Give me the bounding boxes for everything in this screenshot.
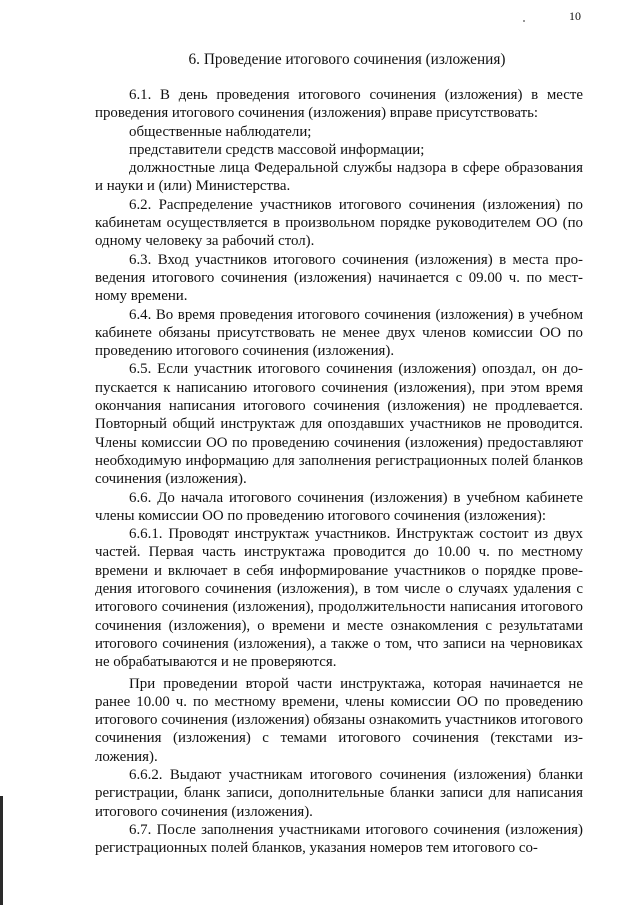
paragraph-6-4: 6.4. Во время проведения итогового сочинения (изложения) в учебном кабинете обязаны присутствовать не менее двух членов комиссии ОО по проведению итогового сочинения (изложения). — [95, 306, 583, 360]
document-body — [95, 86, 583, 857]
list-item-officials: должностные лица Федеральной службы надзора в сфере образования и науки и (или) Министерства. — [95, 160, 583, 195]
paragraph-second-instruction: При проведении второй части инструктажа, которая начинается не ранее 10.00 ч. по местному времени, члены комиссии ОО по проведению итогового сочинения (изложения) обязаны ознакомить участников итогового сочинения (изложения) с темами итогового сочинения (текстами изложения). — [95, 675, 583, 765]
scan-speck — [523, 20, 525, 22]
paragraph-6-1: 6.1. В день проведения итогового сочинения (изложения) в месте проведения итогового сочинения (изложения) вправе присутствовать: — [95, 87, 583, 122]
page-number: 10 — [569, 9, 581, 23]
section-title: 6. Проведение итогового сочинения (изложения) — [188, 51, 506, 68]
list-item-media: представители средств массовой информации; — [129, 141, 425, 158]
paragraph-6-6-2: 6.6.2. Выдают участникам итогового сочинения (изложения) бланки регистрации, бланк записи, дополнительные бланки записи для написания итогового сочинения (изложения). — [95, 766, 583, 820]
scan-edge-shadow — [0, 796, 3, 905]
paragraph-6-7: 6.7. После заполнения участниками итогового сочинения (изложения) регистрационных полей бланков, указания номеров тем итогового со- — [95, 821, 583, 857]
paragraph-6-6: 6.6. До начала итогового сочинения (изложения) в учебном кабинете члены комиссии ОО по проведению итогового сочинения (изложения): — [95, 489, 583, 524]
paragraph-6-6-1: 6.6.1. Проводят инструктаж участников. Инструктаж состоит из двух частей. Первая часть инструктажа проводится до 10.00 ч. по местному времени и включает в себя информирование участников о порядке проведения итогового сочинения (изложения), в том числе о случаях удаления с итогового сочинения (изложения), продолжительности написания итогового сочинения (изложения), о времени и месте ознакомления с результатами итогового сочинения (изложения), а также о том, что записи на черновиках не обрабатываются и не проверяются. — [95, 526, 583, 671]
paragraph-6-3: 6.3. Вход участников итогового сочинения (изложения) в места проведения итогового сочинения (изложения) начинается с 09.00 ч. по местному времени. — [95, 251, 583, 305]
paragraph-6-2: 6.2. Распределение участников итогового сочинения (изложения) по кабинетам осуществляется в произвольном порядке руководителем ОО (по одному человеку за рабочий стол). — [95, 196, 583, 250]
paragraph-6-5: 6.5. Если участник итогового сочинения (изложения) опоздал, он допускается к написанию итогового сочинения (изложения), при этом время окончания написания итогового сочинения (изложения) не продлевается. Повторный общий инструктаж для опоздавших участников не проводится. Члены комиссии ОО по проведению сочинения (изложения) предоставляют необходимую информацию для заполнения регистрационных полей бланков сочинения (изложения). — [95, 361, 583, 488]
list-item-observers: общественные наблюдатели; — [129, 123, 312, 140]
